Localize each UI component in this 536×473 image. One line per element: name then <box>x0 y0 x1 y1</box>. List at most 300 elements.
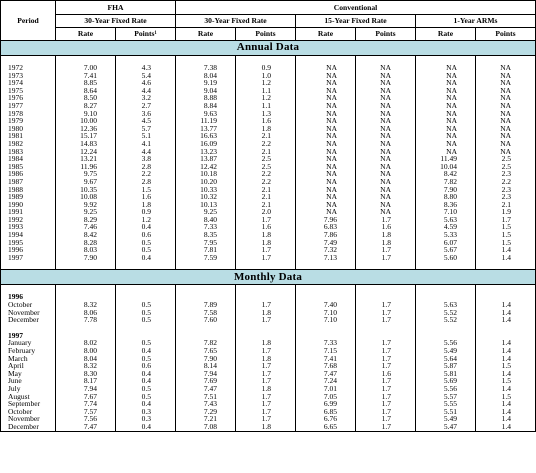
arm-rate-cell: 5.64 <box>416 355 476 363</box>
arm-points-cell: 1.4 <box>476 301 536 309</box>
conv30-points-cell: 1.8 <box>236 423 296 431</box>
arm-rate-cell: NA <box>416 79 476 87</box>
conv30-points-cell: 1.2 <box>236 79 296 87</box>
arm-points-cell: 1.4 <box>476 408 536 416</box>
conv30-rate-cell: 7.47 <box>176 385 236 393</box>
fha-points-cell: 0.5 <box>116 246 176 254</box>
arm-points-cell: 2.3 <box>476 193 536 201</box>
conv30-points-cell: 2.0 <box>236 208 296 216</box>
monthly-section-row <box>1 270 536 285</box>
fha-rate-cell: 7.74 <box>56 400 116 408</box>
arm-points-cell: 1.5 <box>476 377 536 385</box>
arm-points-cell: 1.4 <box>476 370 536 378</box>
fha-points-cell: 2.8 <box>116 178 176 186</box>
arm-rate-cell: NA <box>416 72 476 80</box>
conv15-points-cell: NA <box>356 170 416 178</box>
conv30-points-cell: 2.1 <box>236 148 296 156</box>
conv15-rate-cell: NA <box>296 163 356 171</box>
conv15-points-cell: 1.7 <box>356 347 416 355</box>
spacer-cell <box>236 324 296 332</box>
conv30-rate-cell: 11.19 <box>176 117 236 125</box>
conv15-points-cell: 1.6 <box>356 223 416 231</box>
fha-points-cell: 3.6 <box>116 110 176 118</box>
conv15-points-cell: NA <box>356 117 416 125</box>
fha-rate-cell: 9.10 <box>56 110 116 118</box>
arm-rate-cell: 5.55 <box>416 400 476 408</box>
fha-rate-cell: 7.46 <box>56 223 116 231</box>
arm-rate-cell: 5.63 <box>416 216 476 224</box>
conv15-points-cell: 1.7 <box>356 316 416 324</box>
conv30-rate-cell: 7.82 <box>176 339 236 347</box>
fha-rate-cell: 7.47 <box>56 423 116 431</box>
arm-points-cell: NA <box>476 110 536 118</box>
conv15-rate-cell: 7.86 <box>296 231 356 239</box>
arm-points-cell: NA <box>476 140 536 148</box>
conv15-points-cell: NA <box>356 102 416 110</box>
period-cell: 1984 <box>1 155 56 163</box>
conv15-rate-cell: 7.41 <box>296 355 356 363</box>
conv15-rate-cell: 6.85 <box>296 408 356 416</box>
arm-rate-cell: NA <box>416 132 476 140</box>
fha-points-cell: 3.8 <box>116 155 176 163</box>
conv30-rate-cell: 10.33 <box>176 186 236 194</box>
arm-points-cell: 1.4 <box>476 339 536 347</box>
period-cell: 1975 <box>1 87 56 95</box>
conv15-rate-cell: 6.76 <box>296 415 356 423</box>
conv-30yr-header: 30-Year Fixed Rate <box>176 15 296 28</box>
conv30-rate-cell: 7.51 <box>176 393 236 401</box>
period-cell: 1974 <box>1 79 56 87</box>
fha-rate-cell: 12.36 <box>56 125 116 133</box>
conv30-rate-cell: 8.88 <box>176 94 236 102</box>
conv15-rate-cell: 6.83 <box>296 223 356 231</box>
spacer-cell <box>176 261 236 270</box>
arm-rate-cell: 8.36 <box>416 201 476 209</box>
table-body <box>1 41 536 432</box>
conv15-rate-cell: NA <box>296 140 356 148</box>
arm-rate-cell: 5.87 <box>416 362 476 370</box>
arm-points-cell: 2.5 <box>476 163 536 171</box>
spacer-cell <box>476 324 536 332</box>
spacer-cell <box>56 324 116 332</box>
conv30-points-cell: 1.8 <box>236 125 296 133</box>
conv30-points-cell: 0.9 <box>236 64 296 72</box>
annual-section-row <box>1 41 536 56</box>
fha-points-cell: 0.3 <box>116 408 176 416</box>
conv30-rate-cell: 13.87 <box>176 155 236 163</box>
conv30-rate-cell: 8.04 <box>176 72 236 80</box>
arm-rate-cell: 7.10 <box>416 208 476 216</box>
arm-rate-cell: 5.69 <box>416 377 476 385</box>
arm-points-cell: 1.4 <box>476 385 536 393</box>
arm-points-cell: 1.5 <box>476 231 536 239</box>
period-cell: July <box>1 385 56 393</box>
fha-rate-cell: 12.24 <box>56 148 116 156</box>
conv30-points-cell: 1.8 <box>236 355 296 363</box>
conv15-rate-cell: 7.24 <box>296 377 356 385</box>
period-cell: 1988 <box>1 186 56 194</box>
fha-rate-cell: 8.28 <box>56 239 116 247</box>
fha-rate-cell: 8.02 <box>56 339 116 347</box>
conv15-points-cell: 1.7 <box>356 408 416 416</box>
fha-points-cell: 0.5 <box>116 239 176 247</box>
fha-rate-cell: 10.00 <box>56 117 116 125</box>
fha-points-cell: 0.6 <box>116 231 176 239</box>
arm-rate-cell: NA <box>416 125 476 133</box>
fha-points-cell: 0.5 <box>116 339 176 347</box>
conv30-points-cell: 2.2 <box>236 178 296 186</box>
conv30-points-cell: 1.7 <box>236 216 296 224</box>
fha-rate-cell: 9.25 <box>56 208 116 216</box>
conv15-points-cell: 1.7 <box>356 400 416 408</box>
fha-rate-cell: 8.42 <box>56 231 116 239</box>
fha-points-cell: 1.6 <box>116 193 176 201</box>
arm-rate-cell: 5.52 <box>416 316 476 324</box>
conv30-rate-cell: 7.58 <box>176 309 236 317</box>
fha-30yr-header: 30-Year Fixed Rate <box>56 15 176 28</box>
fha-rate-cell: 8.50 <box>56 94 116 102</box>
fha-rate-cell: 9.67 <box>56 178 116 186</box>
spacer-cell <box>356 324 416 332</box>
conv15-points-cell: NA <box>356 64 416 72</box>
conv30-rate-cell: 9.19 <box>176 79 236 87</box>
arm-points-cell: 1.5 <box>476 393 536 401</box>
arm-rate-cell: NA <box>416 110 476 118</box>
conv30-points-cell: 1.1 <box>236 102 296 110</box>
fha-rate-cell: 8.64 <box>56 87 116 95</box>
conv15-rate-cell: NA <box>296 186 356 194</box>
fha-points-cell: 0.5 <box>116 393 176 401</box>
fha-points-cell: 2.8 <box>116 163 176 171</box>
fha-points-cell: 5.7 <box>116 125 176 133</box>
spacer-row <box>1 261 536 270</box>
arm-points-cell: 1.4 <box>476 254 536 262</box>
period-header: Period <box>1 1 56 41</box>
arm-points-cell: 1.9 <box>476 208 536 216</box>
period-cell: June <box>1 377 56 385</box>
fha-rate-cell: 8.27 <box>56 102 116 110</box>
fha-rate-cell: 13.21 <box>56 155 116 163</box>
table-row <box>1 316 536 324</box>
conv15-points-cell: 1.7 <box>356 339 416 347</box>
period-cell: 1977 <box>1 102 56 110</box>
arm-rate-cell: NA <box>416 148 476 156</box>
conv15-rate-cell: NA <box>296 155 356 163</box>
fha-points-cell: 4.4 <box>116 87 176 95</box>
conv15-points-cell: NA <box>356 178 416 186</box>
conv30-points-cell: 2.1 <box>236 193 296 201</box>
conv15-points-cell: 1.7 <box>356 246 416 254</box>
arm-points-cell: 1.4 <box>476 316 536 324</box>
arm-rate-cell: 5.57 <box>416 393 476 401</box>
fha-rate-cell: 8.32 <box>56 301 116 309</box>
conv15-points-cell: 1.7 <box>356 254 416 262</box>
conv30-points-cell: 1.8 <box>236 239 296 247</box>
period-cell: 1986 <box>1 170 56 178</box>
conv30-points-cell: 1.7 <box>236 316 296 324</box>
arm-rate-cell: 5.49 <box>416 347 476 355</box>
conv15-points-cell: 1.7 <box>356 385 416 393</box>
conv30-points-cell: 1.8 <box>236 231 296 239</box>
conv15-points-cell: NA <box>356 79 416 87</box>
period-cell: 1994 <box>1 231 56 239</box>
conv15-rate-cell: 7.15 <box>296 347 356 355</box>
conv30-rate-cell: 8.84 <box>176 102 236 110</box>
arm-points-cell: NA <box>476 87 536 95</box>
spacer-cell <box>1 261 56 270</box>
period-cell: February <box>1 347 56 355</box>
year-label: 1996 <box>1 293 56 301</box>
fha-rate-cell: 8.00 <box>56 347 116 355</box>
conv15-rate-cell: NA <box>296 117 356 125</box>
conv30-points-cell: 2.1 <box>236 201 296 209</box>
conv30-rate-cell: 9.25 <box>176 208 236 216</box>
rate-header: Rate <box>416 28 476 41</box>
arm-rate-cell: 10.04 <box>416 163 476 171</box>
period-cell: March <box>1 355 56 363</box>
fha-rate-cell: 8.30 <box>56 370 116 378</box>
fha-points-cell: 0.5 <box>116 355 176 363</box>
spacer-cell <box>416 261 476 270</box>
period-cell: 1992 <box>1 216 56 224</box>
conv-arm-header: 1-Year ARMs <box>416 15 536 28</box>
fha-points-cell: 0.6 <box>116 362 176 370</box>
period-cell: 1972 <box>1 64 56 72</box>
arm-rate-cell: 5.52 <box>416 309 476 317</box>
conv15-points-cell: 1.7 <box>356 415 416 423</box>
conv30-rate-cell: 7.60 <box>176 316 236 324</box>
fha-points-cell: 0.3 <box>116 415 176 423</box>
conv30-points-cell: 1.7 <box>236 246 296 254</box>
period-cell: 1995 <box>1 239 56 247</box>
conv15-rate-cell: 7.32 <box>296 246 356 254</box>
fha-points-cell: 0.4 <box>116 347 176 355</box>
arm-points-cell: 2.3 <box>476 186 536 194</box>
arm-rate-cell: 5.56 <box>416 339 476 347</box>
conv30-points-cell: 1.1 <box>236 87 296 95</box>
fha-points-cell: 0.4 <box>116 223 176 231</box>
spacer-cell <box>56 261 116 270</box>
conv15-points-cell: NA <box>356 125 416 133</box>
arm-points-cell: 1.5 <box>476 223 536 231</box>
conv-15yr-header: 15-Year Fixed Rate <box>296 15 416 28</box>
conv15-points-cell: 1.7 <box>356 377 416 385</box>
conv15-rate-cell: 7.49 <box>296 239 356 247</box>
arm-points-cell: NA <box>476 64 536 72</box>
conv15-points-cell: NA <box>356 208 416 216</box>
fha-rate-cell: 9.92 <box>56 201 116 209</box>
conv30-rate-cell: 7.69 <box>176 377 236 385</box>
fha-points-cell: 0.5 <box>116 316 176 324</box>
arm-rate-cell: NA <box>416 87 476 95</box>
fha-points-cell: 0.4 <box>116 400 176 408</box>
conv15-rate-cell: NA <box>296 79 356 87</box>
year-label: 1997 <box>1 332 56 340</box>
spacer-cell <box>116 285 176 294</box>
conv30-points-cell: 2.1 <box>236 186 296 194</box>
fha-points-cell: 0.4 <box>116 254 176 262</box>
fha-points-cell: 3.2 <box>116 94 176 102</box>
period-cell: 1973 <box>1 72 56 80</box>
conv15-rate-cell: 6.65 <box>296 423 356 431</box>
conv30-rate-cell: 10.13 <box>176 201 236 209</box>
arm-rate-cell: 11.49 <box>416 155 476 163</box>
arm-rate-cell: 7.90 <box>416 186 476 194</box>
arm-rate-cell: 5.56 <box>416 385 476 393</box>
period-cell: October <box>1 408 56 416</box>
arm-rate-cell: 5.60 <box>416 254 476 262</box>
conv30-rate-cell: 8.14 <box>176 362 236 370</box>
fha-rate-cell: 7.57 <box>56 408 116 416</box>
fha-points-cell: 0.9 <box>116 208 176 216</box>
conv30-points-cell: 2.2 <box>236 170 296 178</box>
arm-points-cell: NA <box>476 148 536 156</box>
conv15-points-cell: NA <box>356 155 416 163</box>
conv15-rate-cell: NA <box>296 178 356 186</box>
conv30-points-cell: 1.7 <box>236 393 296 401</box>
period-cell: August <box>1 393 56 401</box>
spacer-cell <box>356 261 416 270</box>
arm-rate-cell: 8.80 <box>416 193 476 201</box>
conv15-points-cell: 1.7 <box>356 423 416 431</box>
fha-points-cell: 1.2 <box>116 216 176 224</box>
arm-points-cell: NA <box>476 72 536 80</box>
arm-rate-cell: 6.07 <box>416 239 476 247</box>
conv30-rate-cell: 13.23 <box>176 148 236 156</box>
conv30-rate-cell: 10.32 <box>176 193 236 201</box>
fha-points-cell: 4.5 <box>116 117 176 125</box>
arm-points-cell: NA <box>476 79 536 87</box>
fha-points-cell: 0.4 <box>116 423 176 431</box>
conv30-rate-cell: 7.43 <box>176 400 236 408</box>
period-cell: December <box>1 423 56 431</box>
arm-rate-cell: NA <box>416 94 476 102</box>
spacer-cell <box>476 261 536 270</box>
arm-rate-cell: 5.81 <box>416 370 476 378</box>
fha-points-cell: 4.3 <box>116 64 176 72</box>
arm-points-cell: 2.1 <box>476 201 536 209</box>
conv30-points-cell: 1.3 <box>236 110 296 118</box>
arm-rate-cell: 8.42 <box>416 170 476 178</box>
period-cell: November <box>1 309 56 317</box>
arm-points-cell: 1.4 <box>476 246 536 254</box>
fha-points-cell: 0.5 <box>116 309 176 317</box>
conv30-rate-cell: 7.81 <box>176 246 236 254</box>
spacer-cell <box>236 261 296 270</box>
period-cell: October <box>1 301 56 309</box>
conv30-rate-cell: 7.89 <box>176 301 236 309</box>
conv30-points-cell: 1.6 <box>236 117 296 125</box>
period-cell: 1981 <box>1 132 56 140</box>
fha-points-cell: 0.4 <box>116 370 176 378</box>
conv30-points-cell: 1.8 <box>236 339 296 347</box>
conv15-rate-cell: 7.10 <box>296 309 356 317</box>
spacer-cell <box>116 261 176 270</box>
arm-rate-cell: 7.82 <box>416 178 476 186</box>
conv30-points-cell: 2.2 <box>236 140 296 148</box>
conv30-points-cell: 1.0 <box>236 72 296 80</box>
period-cell: May <box>1 370 56 378</box>
conv15-points-cell: 1.7 <box>356 362 416 370</box>
period-cell: 1989 <box>1 193 56 201</box>
period-cell: 1996 <box>1 246 56 254</box>
conv30-rate-cell: 9.04 <box>176 87 236 95</box>
conv30-points-cell: 2.5 <box>236 155 296 163</box>
table-row <box>1 254 536 262</box>
conv30-rate-cell: 7.33 <box>176 223 236 231</box>
conv15-points-cell: NA <box>356 201 416 209</box>
fha-rate-cell: 9.75 <box>56 170 116 178</box>
conv30-points-cell: 1.7 <box>236 377 296 385</box>
period-cell: 1987 <box>1 178 56 186</box>
conv15-points-cell: NA <box>356 110 416 118</box>
spacer-row <box>1 285 536 294</box>
conv30-rate-cell: 8.35 <box>176 231 236 239</box>
fha-points-cell: 4.4 <box>116 148 176 156</box>
conv15-points-cell: NA <box>356 193 416 201</box>
arm-rate-cell: 4.59 <box>416 223 476 231</box>
arm-points-cell: 1.4 <box>476 355 536 363</box>
conv30-points-cell: 1.7 <box>236 400 296 408</box>
spacer-cell <box>296 324 356 332</box>
conv30-rate-cell: 13.77 <box>176 125 236 133</box>
fha-rate-cell: 14.83 <box>56 140 116 148</box>
rate-header: Rate <box>56 28 116 41</box>
conv15-points-cell: NA <box>356 148 416 156</box>
points-header: Points <box>476 28 536 41</box>
period-cell: 1980 <box>1 125 56 133</box>
conventional-header: Conventional <box>176 1 536 15</box>
annual-section-title: Annual Data <box>1 41 536 56</box>
conv30-rate-cell: 7.29 <box>176 408 236 416</box>
fha-rate-cell: 7.67 <box>56 393 116 401</box>
fha-points-cell: 4.1 <box>116 140 176 148</box>
spacer-cell <box>176 324 236 332</box>
fha-rate-cell: 10.35 <box>56 186 116 194</box>
conv15-points-cell: 1.8 <box>356 239 416 247</box>
period-cell: 1991 <box>1 208 56 216</box>
spacer-cell <box>476 285 536 294</box>
conv15-rate-cell: 7.10 <box>296 316 356 324</box>
arm-points-cell: NA <box>476 125 536 133</box>
conv15-points-cell: NA <box>356 72 416 80</box>
fha-rate-cell: 7.56 <box>56 415 116 423</box>
conv30-rate-cell: 16.63 <box>176 132 236 140</box>
conv30-points-cell: 1.7 <box>236 362 296 370</box>
fha-rate-cell: 8.04 <box>56 355 116 363</box>
fha-rate-cell: 11.96 <box>56 163 116 171</box>
conv15-rate-cell: 7.68 <box>296 362 356 370</box>
fha-points-cell: 5.1 <box>116 132 176 140</box>
arm-rate-cell: 5.47 <box>416 423 476 431</box>
period-cell: November <box>1 415 56 423</box>
period-cell: December <box>1 316 56 324</box>
fha-rate-cell: 8.03 <box>56 246 116 254</box>
arm-points-cell: 1.4 <box>476 423 536 431</box>
arm-rate-cell: 5.49 <box>416 415 476 423</box>
conv15-rate-cell: 7.05 <box>296 393 356 401</box>
conv30-rate-cell: 7.21 <box>176 415 236 423</box>
points-header: Points¹ <box>116 28 176 41</box>
spacer-cell <box>176 285 236 294</box>
conv30-points-cell: 1.6 <box>236 223 296 231</box>
conv15-rate-cell: 7.01 <box>296 385 356 393</box>
arm-rate-cell: 5.63 <box>416 301 476 309</box>
period-cell: 1983 <box>1 148 56 156</box>
fha-points-cell: 1.8 <box>116 201 176 209</box>
conv15-points-cell: NA <box>356 140 416 148</box>
conv15-points-cell: NA <box>356 186 416 194</box>
